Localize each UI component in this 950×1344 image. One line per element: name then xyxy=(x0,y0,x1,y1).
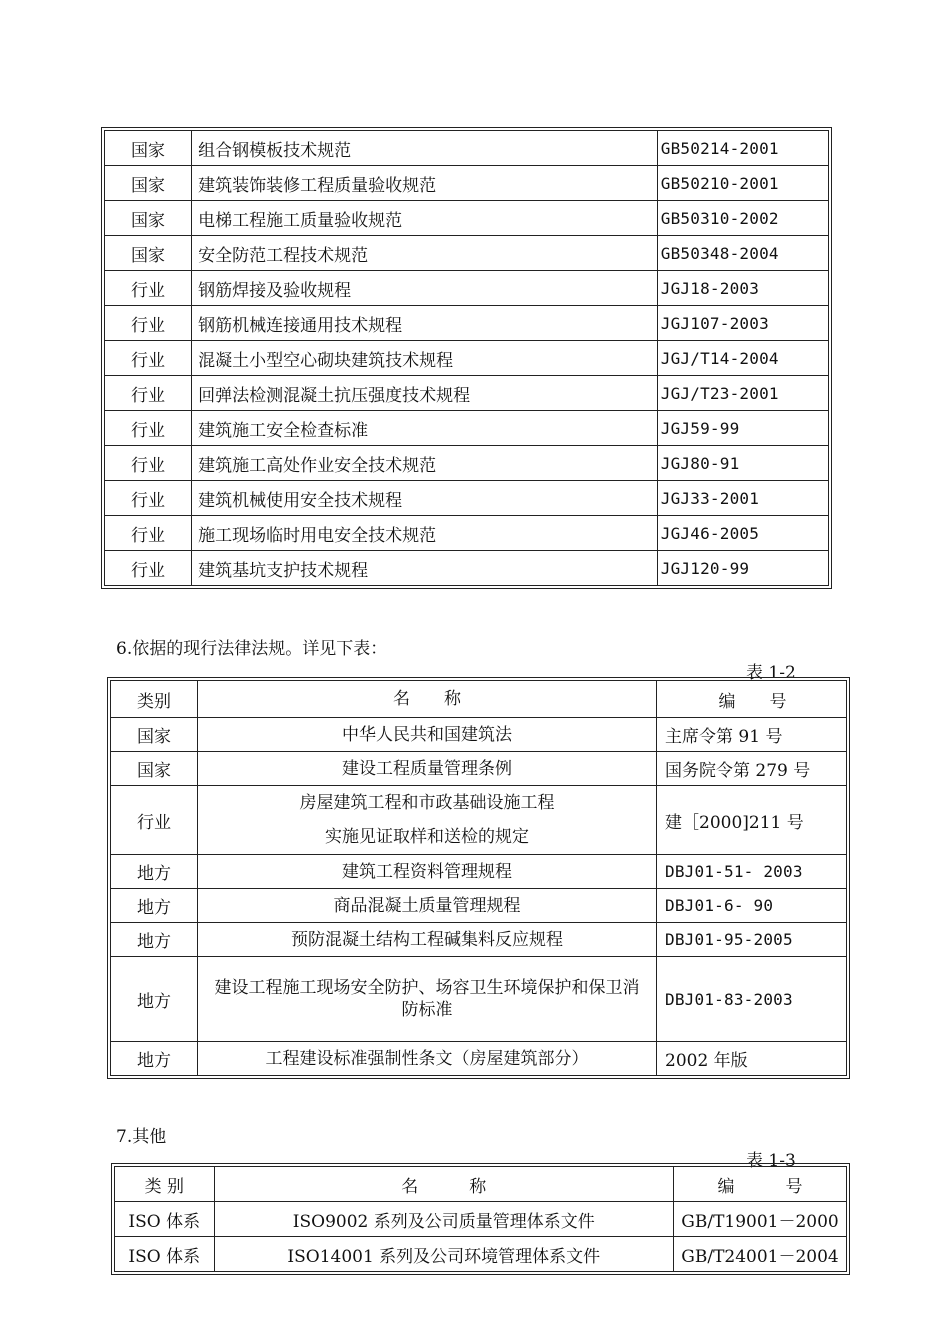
header-code: 编 号 xyxy=(657,681,847,718)
row-code: GB/T24001－2004 xyxy=(674,1237,847,1272)
row-name: 建设工程施工现场安全防护、场容卫生环境保护和保卫消防标准 xyxy=(198,957,657,1042)
table-row xyxy=(105,271,829,306)
other-table xyxy=(114,1166,847,1272)
table-row xyxy=(111,1042,847,1076)
row-code: GB50214-2001 xyxy=(657,131,828,166)
row-name-line-2: 实施见证取样和送检的规定 xyxy=(325,827,529,847)
header-name: 名 称 xyxy=(198,681,657,718)
row-code: DBJ01-95-2005 xyxy=(657,923,847,957)
row-name: 施工现场临时用电安全技术规范 xyxy=(192,516,658,551)
table-row xyxy=(111,889,847,923)
row-name: 商品混凝土质量管理规程 xyxy=(198,889,657,923)
other-table-header xyxy=(115,1167,847,1202)
row-name xyxy=(198,786,657,855)
table-row xyxy=(111,855,847,889)
row-name: 混凝土小型空心砌块建筑技术规程 xyxy=(192,341,658,376)
row-category: 行业 xyxy=(105,411,192,446)
row-category: 行业 xyxy=(105,481,192,516)
row-code: JGJ/T23-2001 xyxy=(657,376,828,411)
row-name: 组合钢模板技术规范 xyxy=(192,131,658,166)
header-category: 类 别 xyxy=(115,1167,215,1202)
table-row xyxy=(111,923,847,957)
row-category: 国家 xyxy=(105,236,192,271)
row-category: 地方 xyxy=(111,855,198,889)
table-row xyxy=(105,306,829,341)
row-name: 钢筋焊接及验收规程 xyxy=(192,271,658,306)
row-category: 国家 xyxy=(105,131,192,166)
row-name: 建筑机械使用安全技术规程 xyxy=(192,481,658,516)
section-7-heading: 7.其他 xyxy=(116,1127,167,1147)
row-name: 预防混凝土结构工程碱集料反应规程 xyxy=(198,923,657,957)
row-code: JGJ120-99 xyxy=(657,551,828,586)
row-category: 行业 xyxy=(105,551,192,586)
row-category: 国家 xyxy=(111,718,198,752)
row-category: 地方 xyxy=(111,957,198,1042)
table-row xyxy=(111,957,847,1042)
table-row xyxy=(105,131,829,166)
row-code: JGJ46-2005 xyxy=(657,516,828,551)
row-category: 国家 xyxy=(111,752,198,786)
table-row xyxy=(105,201,829,236)
row-code: DBJ01-83-2003 xyxy=(657,957,847,1042)
row-code: 2002 年版 xyxy=(657,1042,847,1076)
row-category: 地方 xyxy=(111,1042,198,1076)
table-row xyxy=(105,166,829,201)
row-category: 行业 xyxy=(105,271,192,306)
row-name: 建筑施工安全检查标准 xyxy=(192,411,658,446)
row-code: JGJ33-2001 xyxy=(657,481,828,516)
row-category: ISO 体系 xyxy=(115,1237,215,1272)
laws-table xyxy=(110,680,847,1076)
header-category: 类别 xyxy=(111,681,198,718)
standards-table-body xyxy=(105,131,829,586)
row-code: GB/T19001－2000 xyxy=(674,1202,847,1237)
table-row xyxy=(115,1237,847,1272)
table-row xyxy=(111,752,847,786)
row-category: 国家 xyxy=(105,166,192,201)
row-code: GB50348-2004 xyxy=(657,236,828,271)
row-name: 建设工程质量管理条例 xyxy=(198,752,657,786)
row-code: GB50310-2002 xyxy=(657,201,828,236)
row-name: 安全防范工程技术规范 xyxy=(192,236,658,271)
table-1-2-caption: 表 1-2 xyxy=(746,663,796,683)
row-category: 地方 xyxy=(111,889,198,923)
row-category: 国家 xyxy=(105,201,192,236)
row-code: DBJ01-51- 2003 xyxy=(657,855,847,889)
row-name: 中华人民共和国建筑法 xyxy=(198,718,657,752)
row-name: 电梯工程施工质量验收规范 xyxy=(192,201,658,236)
table-row xyxy=(115,1202,847,1237)
row-code: JGJ107-2003 xyxy=(657,306,828,341)
row-name: 工程建设标准强制性条文（房屋建筑部分） xyxy=(198,1042,657,1076)
section-6-heading: 6.依据的现行法律法规。详见下表： xyxy=(116,639,388,659)
row-code: JGJ80-91 xyxy=(657,446,828,481)
row-category: ISO 体系 xyxy=(115,1202,215,1237)
row-code: JGJ18-2003 xyxy=(657,271,828,306)
laws-table-header xyxy=(111,681,847,718)
table-1-3-caption: 表 1-3 xyxy=(746,1151,796,1171)
row-name: ISO14001 系列及公司环境管理体系文件 xyxy=(214,1237,674,1272)
row-category: 行业 xyxy=(105,306,192,341)
row-code: JGJ59-99 xyxy=(657,411,828,446)
row-code: GB50210-2001 xyxy=(657,166,828,201)
standards-table xyxy=(104,130,829,586)
row-code: DBJ01-6- 90 xyxy=(657,889,847,923)
table-row xyxy=(105,376,829,411)
table-row xyxy=(111,786,847,855)
row-code: 建［2000]211 号 xyxy=(657,786,847,855)
row-category: 行业 xyxy=(105,376,192,411)
row-name: 回弹法检测混凝土抗压强度技术规程 xyxy=(192,376,658,411)
row-name: 钢筋机械连接通用技术规程 xyxy=(192,306,658,341)
row-category: 行业 xyxy=(105,446,192,481)
table-row xyxy=(105,516,829,551)
table-row xyxy=(111,718,847,752)
table-row xyxy=(105,481,829,516)
row-category: 地方 xyxy=(111,923,198,957)
row-name: 建筑基坑支护技术规程 xyxy=(192,551,658,586)
table-row xyxy=(105,411,829,446)
table-row xyxy=(105,341,829,376)
header-code: 编 号 xyxy=(674,1167,847,1202)
table-row xyxy=(105,446,829,481)
row-name: ISO9002 系列及公司质量管理体系文件 xyxy=(214,1202,674,1237)
header-name: 名 称 xyxy=(214,1167,674,1202)
row-name: 建筑施工高处作业安全技术规范 xyxy=(192,446,658,481)
row-category: 行业 xyxy=(105,516,192,551)
row-category: 行业 xyxy=(105,341,192,376)
row-name: 建筑工程资料管理规程 xyxy=(198,855,657,889)
row-code: 主席令第 91 号 xyxy=(657,718,847,752)
table-row xyxy=(105,551,829,586)
row-code: 国务院令第 279 号 xyxy=(657,752,847,786)
row-code: JGJ/T14-2004 xyxy=(657,341,828,376)
row-name-line-1: 房屋建筑工程和市政基础设施工程 xyxy=(299,793,555,813)
row-category: 行业 xyxy=(111,786,198,855)
table-row xyxy=(105,236,829,271)
row-name: 建筑装饰装修工程质量验收规范 xyxy=(192,166,658,201)
